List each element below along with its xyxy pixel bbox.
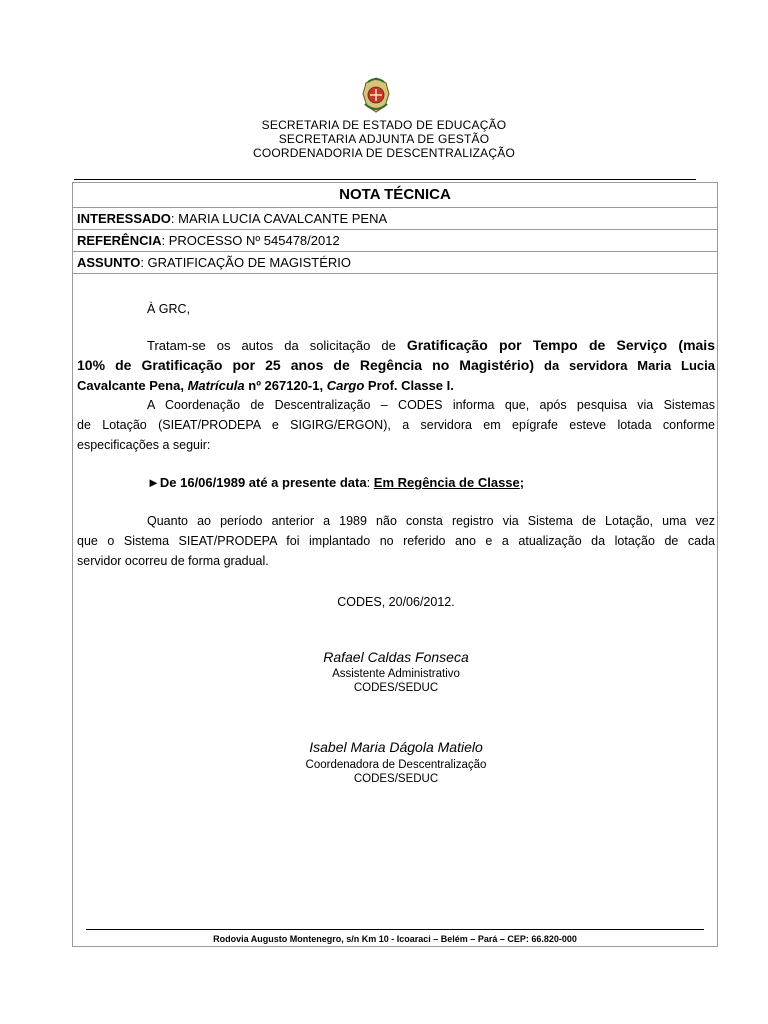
referencia-row: [73, 230, 717, 252]
header-line-coordenadoria: COORDENADORIA DE DESCENTRALIZAÇÃO: [253, 146, 515, 160]
p1-name: Cavalcante Pena,: [77, 378, 188, 393]
header-line-secretaria-educacao: SECRETARIA DE ESTADO DE EDUCAÇÃO: [261, 118, 507, 132]
referencia-value: : PROCESSO Nº 545478/2012: [161, 233, 340, 248]
paragraph-3-line-2: que o Sistema SIEAT/PRODEPA foi implantado no referido ano e a atualização da lotação de cada: [77, 534, 715, 548]
interessado-value: : MARIA LUCIA CAVALCANTE PENA: [170, 211, 388, 226]
paragraph-3-line-3: servidor ocorreu de forma gradual.: [77, 554, 269, 568]
greeting: À GRC,: [147, 302, 191, 316]
signature-2-name: Isabel Maria Dágola Matielo: [309, 739, 483, 755]
paragraph-1-line-2: [77, 357, 715, 373]
assunto-value: : GRATIFICAÇÃO DE MAGISTÉRIO: [140, 255, 351, 270]
p1-text: Tratam-se os autos da solicitação de: [147, 338, 407, 353]
interessado-row: [73, 208, 717, 230]
period-dates: De 16/06/1989 até a presente data: [159, 475, 367, 490]
assunto-label: ASSUNTO: [77, 255, 141, 270]
header-divider: [74, 179, 696, 180]
assunto-row: [73, 252, 717, 274]
period-end: ;: [519, 475, 525, 490]
state-seal-emblem: [359, 76, 393, 114]
period-status: Em Regência de Classe: [373, 475, 520, 490]
period-separator: :: [366, 475, 374, 490]
p1-cargo-label: Cargo: [326, 378, 365, 393]
document-frame: [72, 182, 718, 947]
period-entry: [147, 475, 524, 490]
signature-1-name: Rafael Caldas Fonseca: [323, 649, 469, 665]
signature-1-dept: CODES/SEDUC: [353, 682, 439, 694]
paragraph-2-line-3: especificações a seguir:: [77, 438, 211, 452]
interessado-label: INTERESSADO: [77, 211, 171, 226]
arrow-icon: ►: [147, 475, 160, 490]
paragraph-1-line-1: [77, 337, 715, 353]
paragraph-1-line-3: [77, 378, 454, 393]
paragraph-3-line-1: Quanto ao período anterior a 1989 não consta registro via Sistema de Lotação, uma vez: [147, 514, 715, 528]
p1-matricula-value: nº 267120-1,: [244, 378, 327, 393]
p1-cargo-value: Prof. Classe I.: [364, 378, 454, 393]
signature-2-dept: CODES/SEDUC: [353, 773, 439, 785]
referencia-label: REFERÊNCIA: [77, 233, 162, 248]
p1-matricula-label: Matrícula: [187, 378, 245, 393]
paragraph-2-line-2: de Lotação (SIEAT/PRODEPA e SIGIRG/ERGON), a servidora em epígrafe esteve lotada conforme: [77, 418, 715, 432]
p1-highlight-cont: 10% de Gratificação por 25 anos de Regência no Magistério): [77, 357, 545, 373]
signature-2-role: Coordenadora de Descentralização: [305, 759, 487, 771]
place-date: CODES, 20/06/2012.: [337, 595, 455, 609]
signature-1-role: Assistente Administrativo: [332, 668, 460, 680]
paragraph-2-line-1: A Coordenação de Descentralização – CODES informa que, após pesquisa via Sistemas: [147, 398, 715, 412]
institution-header: [0, 118, 768, 160]
document-title: NOTA TÉCNICA: [73, 183, 717, 208]
p1-highlight: Gratificação por Tempo de Serviço (mais: [406, 337, 715, 353]
p1-servidora: da servidora Maria Lucia: [544, 358, 716, 373]
header-line-secretaria-gestao: SECRETARIA ADJUNTA DE GESTÃO: [278, 132, 490, 146]
footer-address: Rodovia Augusto Montenegro, s/n Km 10 - Icoaraci – Belém – Pará – CEP: 66.820-000: [213, 934, 577, 944]
footer-divider: [86, 929, 704, 930]
